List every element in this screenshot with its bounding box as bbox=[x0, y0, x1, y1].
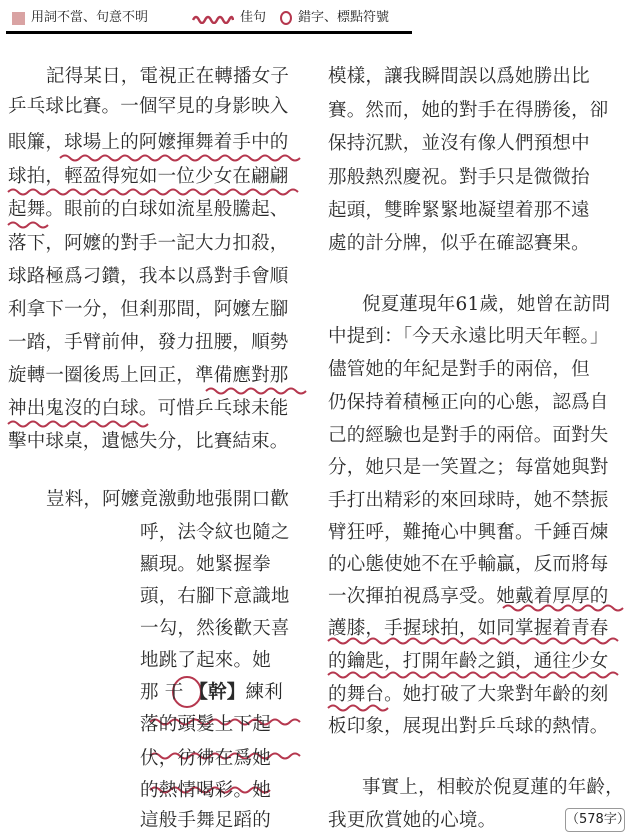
text-line: 事實上，相較於倪夏蓮的年齡， bbox=[362, 777, 624, 798]
text-line: 球拍，輕盈得宛如一位少女在翩翩 bbox=[8, 166, 289, 187]
text-line: 儘管她的年紀是對手的兩倍，但 bbox=[328, 359, 590, 380]
text-line: 豈料，阿嬤竟激動地張開口歡 bbox=[46, 489, 290, 510]
text-line: 的鑰匙，打開年齡之鎖，通往少女 bbox=[328, 651, 609, 672]
text-line: 一踏，手臂前伸，發力扭腰，順勢 bbox=[8, 332, 289, 353]
text-line: 神出鬼沒的白球。可惜乒乓球未能 bbox=[8, 398, 289, 419]
text-line: 呼，法令紋也隨之 bbox=[140, 522, 290, 543]
text-line: 起頭，雙眸緊緊地凝望着那不遠 bbox=[328, 200, 590, 221]
legend-label: 佳句 bbox=[240, 10, 267, 25]
text-segment: 練利 bbox=[245, 682, 283, 703]
text-segment: 那 bbox=[140, 682, 159, 703]
typo-character: 干 bbox=[164, 682, 184, 703]
text-line-with-correction bbox=[140, 678, 283, 708]
text-line: 中提到：「今天永遠比明天年輕。」 bbox=[328, 326, 609, 347]
text-line: 落的頭髮上下起 bbox=[140, 714, 271, 735]
wavy-underline bbox=[8, 422, 148, 427]
text-line: 的熱情喝彩。她 bbox=[140, 780, 271, 801]
text-line: 己的經驗也是對手的兩倍。面對失 bbox=[328, 425, 609, 446]
text-line: 球路極爲刁鑽，我本以爲對手會順 bbox=[8, 266, 289, 287]
text-line: 伏，彷彿在爲她 bbox=[140, 748, 271, 769]
wavy-underline bbox=[206, 389, 306, 394]
text-line: 記得某日，電視正在轉播女子 bbox=[46, 66, 290, 87]
text-line: 地跳了起來。她 bbox=[140, 650, 271, 671]
text-line: 板印象，展現出對乒乓球的熱情。 bbox=[328, 716, 609, 737]
text-line: 頭，右腳下意識地 bbox=[140, 586, 290, 607]
legend-label: 錯字、標點符號 bbox=[298, 10, 390, 25]
text-line: 起舞。眼前的白球如流星般騰起、 bbox=[8, 199, 289, 220]
wavy-underline bbox=[8, 223, 48, 228]
text-line: 乒乓球比賽。一個罕見的身影映入 bbox=[8, 96, 289, 117]
text-line: 落下，阿嬤的對手一記大力扣殺， bbox=[8, 233, 289, 254]
text-line: 臂狂呼，難掩心中興奮。千錘百煉 bbox=[328, 522, 609, 543]
text-line: 利拿下一分，但剎那間，阿嬤左腳 bbox=[8, 299, 289, 320]
text-line: 那般熱烈慶祝。對手只是微微抬 bbox=[328, 167, 590, 188]
correction-text: 【幹】 bbox=[189, 682, 246, 703]
text-line: 這般手舞足蹈的 bbox=[140, 810, 271, 831]
text-line: 倪夏蓮現年61歲，她曾在訪問 bbox=[362, 294, 611, 315]
text-line: 旋轉一圈後馬上回正，準備應對那 bbox=[8, 365, 289, 386]
text-line: 分，她只是一笑置之；每當她與對 bbox=[328, 457, 609, 478]
legend-label: 用詞不當、句意不明 bbox=[31, 10, 149, 25]
text-line: 顯現。她緊握拳 bbox=[140, 554, 271, 575]
text-line: 一勾，然後歡天喜 bbox=[140, 618, 290, 639]
text-line: 我更欣賞她的心境。 bbox=[328, 810, 497, 831]
text-line: 模樣，讓我瞬間誤以爲她勝出比 bbox=[328, 66, 590, 87]
text-line: 賽。然而，她的對手在得勝後，卻 bbox=[328, 100, 609, 121]
text-line: 擊中球桌，遺憾失分，比賽結束。 bbox=[8, 431, 289, 452]
text-line: 手打出精彩的來回球時，她不禁振 bbox=[328, 490, 609, 511]
text-line: 處的計分牌，似乎在確認賽果。 bbox=[328, 233, 590, 254]
text-line: 護膝，手握球拍，如同掌握着青春 bbox=[328, 618, 609, 639]
text-line: 的心態使她不在乎輸贏，反而將每 bbox=[328, 554, 609, 575]
text-line: 一次揮拍視爲享受。她戴着厚厚的 bbox=[328, 586, 609, 607]
text-line: 的舞台。她打破了大衆對年齡的刻 bbox=[328, 684, 609, 705]
text-line: 保持沉默，並沒有像人們預想中 bbox=[328, 133, 590, 154]
text-line: 眼簾，球場上的阿嬤揮舞着手中的 bbox=[8, 132, 289, 153]
word-count-badge: （578字） bbox=[565, 808, 625, 832]
wavy-underline bbox=[8, 190, 298, 195]
wavy-underline bbox=[60, 156, 300, 161]
text-line: 仍保持着積極正向的心態，認爲自 bbox=[328, 392, 609, 413]
